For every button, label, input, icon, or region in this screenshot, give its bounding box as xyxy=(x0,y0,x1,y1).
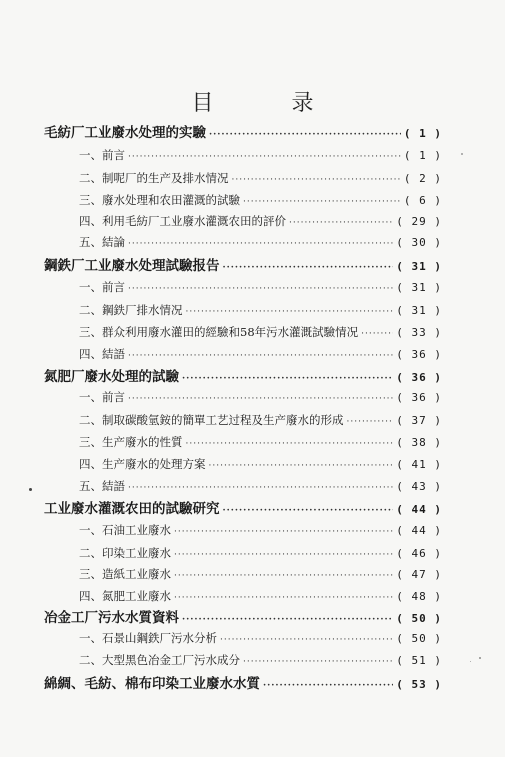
toc-entry-title: 一、前言 xyxy=(79,280,125,294)
toc-page-number: ( 2 ) xyxy=(403,172,442,185)
toc-section xyxy=(79,412,442,428)
dot-leader xyxy=(186,307,394,317)
toc-chapter xyxy=(44,497,442,517)
dot-leader xyxy=(128,152,401,162)
toc-entry-title: 一、石景山鋼鉄厂污水分析 xyxy=(79,631,217,645)
toc-page-number: ( 38 ) xyxy=(396,436,442,449)
toc-entry-title: 三、群众利用廢水灌田的經驗和58年污水灌溉試驗情况 xyxy=(79,325,359,339)
toc-entry-title: 一、前言 xyxy=(79,148,125,162)
scan-speck xyxy=(29,488,32,491)
toc-page-number: ( 31 ) xyxy=(396,304,442,317)
dot-leader xyxy=(182,374,393,384)
dot-leader xyxy=(209,461,394,471)
toc-entry-title: 二、制呢厂的生产及排水情况 xyxy=(79,171,229,185)
toc-chapter xyxy=(44,606,442,626)
dot-leader xyxy=(186,439,394,449)
toc-section xyxy=(79,566,442,582)
toc-section xyxy=(79,279,442,295)
toc-page-number: ( 43 ) xyxy=(396,480,442,493)
toc-page-number: ( 36 ) xyxy=(396,348,442,361)
dot-leader xyxy=(263,681,393,691)
toc-section xyxy=(79,478,442,494)
toc-entry-title: 鋼鉄厂工业廢水处理試驗报告 xyxy=(44,258,220,274)
dot-leader xyxy=(361,329,393,339)
toc-entry-title: 氮肥厂廢水处理的試驗 xyxy=(44,369,179,385)
toc-page-number: ( 53 ) xyxy=(396,678,442,691)
scan-speck xyxy=(470,661,471,662)
toc-entry-title: 三、生产廢水的性質 xyxy=(79,435,183,449)
toc-entry-title: 冶金工厂污水水質資料 xyxy=(44,610,179,626)
toc-section xyxy=(79,545,442,561)
toc-section xyxy=(79,389,442,405)
dot-leader xyxy=(209,130,401,140)
dot-leader xyxy=(223,263,394,273)
toc-page-number: ( 44 ) xyxy=(396,503,442,516)
toc-entry-title: 三、廢水处理和农田灌溉的試驗 xyxy=(79,193,240,207)
dot-leader xyxy=(128,394,393,404)
toc-section xyxy=(79,147,442,163)
toc-section xyxy=(79,588,442,604)
toc-page-number: ( 36 ) xyxy=(396,391,442,404)
toc-section xyxy=(79,170,442,186)
toc-page-number: ( 48 ) xyxy=(396,590,442,603)
toc-page-number: ( 1 ) xyxy=(403,149,442,162)
toc-entry-title: 四、氮肥工业廢水 xyxy=(79,589,171,603)
toc-chapter xyxy=(44,121,442,141)
toc-page-number: ( 30 ) xyxy=(396,236,442,249)
page-title: 目 录 xyxy=(191,91,342,116)
scan-speck xyxy=(479,657,481,659)
toc-page-number: ( 41 ) xyxy=(396,458,442,471)
dot-leader xyxy=(223,506,394,516)
toc-section xyxy=(79,630,442,646)
dot-leader xyxy=(289,218,393,228)
toc-page-number: ( 50 ) xyxy=(396,612,442,625)
dot-leader xyxy=(128,284,393,294)
dot-leader xyxy=(243,657,393,667)
toc-page-number: ( 6 ) xyxy=(403,194,442,207)
toc-section xyxy=(79,192,442,208)
toc-page-number: ( 50 ) xyxy=(396,632,442,645)
toc-entry-title: 二、制取碳酸氫銨的簡單工艺过程及生产廢水的形成 xyxy=(79,413,344,427)
toc-section xyxy=(79,346,442,362)
toc-page-number: ( 31 ) xyxy=(396,260,442,273)
dot-leader xyxy=(174,593,393,603)
toc-entry-title: 二、大型黑色冶金工厂污水成分 xyxy=(79,653,240,667)
dot-leader xyxy=(128,239,393,249)
toc-section xyxy=(79,302,442,318)
toc-page-number: ( 33 ) xyxy=(396,326,442,339)
toc-page-number: ( 47 ) xyxy=(396,568,442,581)
toc-page-number: ( 44 ) xyxy=(396,524,442,537)
toc-section xyxy=(79,324,442,340)
dot-leader xyxy=(347,417,394,427)
dot-leader xyxy=(174,527,393,537)
toc-entry-title: 四、利用毛紡厂工业廢水灌溉农田的評价 xyxy=(79,214,286,228)
toc-entry-title: 二、鋼鉄厂排水情况 xyxy=(79,303,183,317)
toc-chapter xyxy=(44,254,442,274)
toc-page-number: ( 51 ) xyxy=(396,654,442,667)
dot-leader xyxy=(182,615,393,625)
toc-entry-title: 四、結語 xyxy=(79,347,125,361)
toc-entry-title: 五、結語 xyxy=(79,479,125,493)
toc-entry-title: 綿綢、毛紡、棉布印染工业廢水水質 xyxy=(44,676,260,692)
toc-entry-title: 二、印染工业廢水 xyxy=(79,546,171,560)
toc-entry-title: 一、石油工业廢水 xyxy=(79,523,171,537)
dot-leader xyxy=(128,483,393,493)
toc-entry-title: 毛紡厂工业廢水处理的实驗 xyxy=(44,125,206,141)
toc-page-number: ( 36 ) xyxy=(396,371,442,384)
toc-page-number: ( 29 ) xyxy=(396,215,442,228)
toc-section xyxy=(79,522,442,538)
toc-section xyxy=(79,456,442,472)
dot-leader xyxy=(174,550,393,560)
toc-chapter xyxy=(44,672,442,692)
dot-leader xyxy=(243,197,401,207)
toc-section xyxy=(79,434,442,450)
scan-speck xyxy=(461,153,463,155)
toc-entry-title: 一、前言 xyxy=(79,390,125,404)
toc-page-number: ( 46 ) xyxy=(396,547,442,560)
dot-leader xyxy=(128,351,393,361)
dot-leader xyxy=(174,571,393,581)
toc-chapter xyxy=(44,365,442,385)
toc-entry-title: 三、造紙工业廢水 xyxy=(79,567,171,581)
dot-leader xyxy=(220,635,393,645)
toc-entry-title: 工业廢水灌溉农田的試驗研究 xyxy=(44,501,220,517)
toc-section xyxy=(79,234,442,250)
toc-page-number: ( 1 ) xyxy=(403,127,442,140)
toc-entry-title: 四、生产廢水的处理方案 xyxy=(79,457,206,471)
toc-entry-title: 五、結論 xyxy=(79,235,125,249)
toc-page-number: ( 31 ) xyxy=(396,281,442,294)
toc-page-number: ( 37 ) xyxy=(396,414,442,427)
toc-section xyxy=(79,652,442,668)
dot-leader xyxy=(232,175,401,185)
toc-section xyxy=(79,213,442,229)
